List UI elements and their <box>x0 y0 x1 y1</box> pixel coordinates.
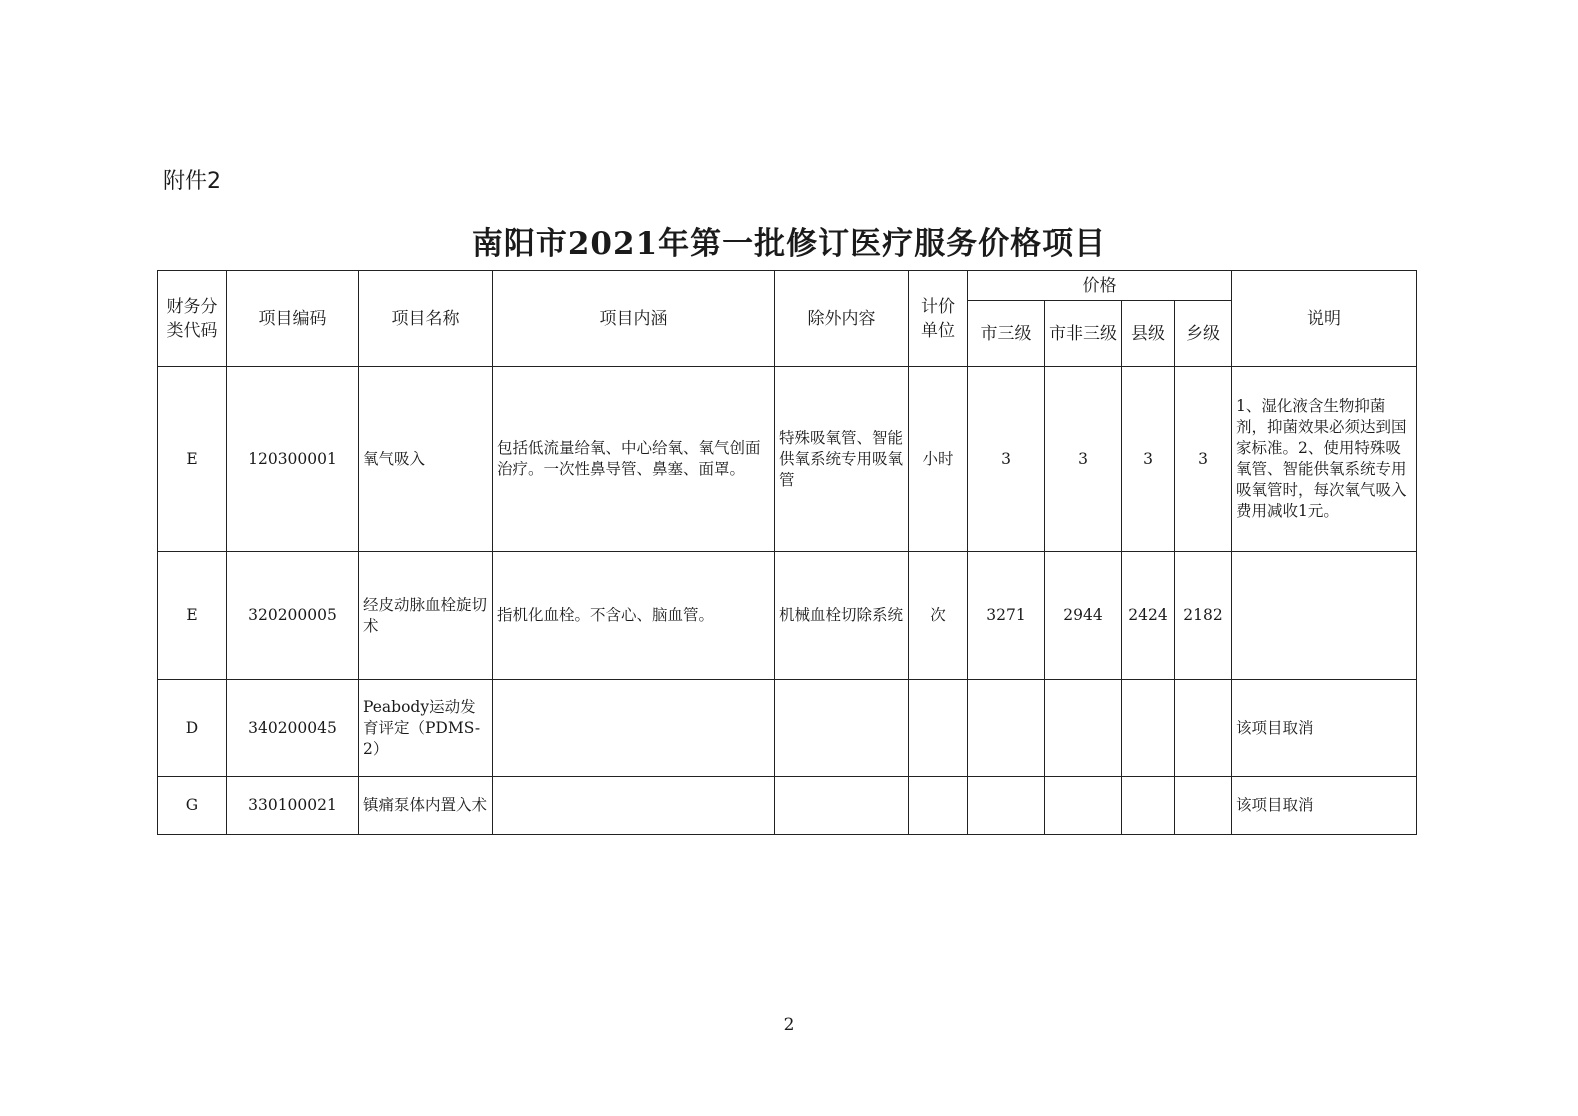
cell-county <box>1122 680 1175 777</box>
header-row <box>158 271 1417 301</box>
header-city-nontier3: 市非三级 <box>1045 301 1122 367</box>
document-title: 南阳市2021年第一批修订医疗服务价格项目 <box>471 226 1107 262</box>
header-item-name: 项目名称 <box>359 271 493 367</box>
cell-city-tier3: 3271 <box>968 552 1045 680</box>
cell-city-nontier3: 3 <box>1045 367 1122 552</box>
cell-city-nontier3: 2944 <box>1045 552 1122 680</box>
cell-item-code: 330100021 <box>227 777 359 835</box>
cell-finance-code: D <box>158 680 227 777</box>
cell-unit <box>909 777 968 835</box>
cell-excluded <box>775 680 909 777</box>
table-row <box>158 367 1417 552</box>
cell-note: 1、湿化液含生物抑菌剂，抑菌效果必须达到国家标准。2、使用特殊吸氧管、智能供氧系统专用吸氧管时，每次氧气吸入费用减收1元。 <box>1232 367 1417 552</box>
cell-township <box>1175 680 1232 777</box>
cell-city-nontier3 <box>1045 777 1122 835</box>
table-row <box>158 680 1417 777</box>
cell-unit: 次 <box>909 552 968 680</box>
cell-finance-code: E <box>158 367 227 552</box>
cell-unit <box>909 680 968 777</box>
price-table <box>157 270 1417 835</box>
cell-city-tier3 <box>968 777 1045 835</box>
cell-township <box>1175 777 1232 835</box>
cell-county: 2424 <box>1122 552 1175 680</box>
header-township: 乡级 <box>1175 301 1232 367</box>
header-county: 县级 <box>1122 301 1175 367</box>
cell-city-nontier3 <box>1045 680 1122 777</box>
cell-item-code: 340200045 <box>227 680 359 777</box>
cell-township: 2182 <box>1175 552 1232 680</box>
header-price: 价格 <box>968 271 1232 301</box>
cell-city-tier3 <box>968 680 1045 777</box>
header-finance-code: 财务分类代码 <box>158 271 227 367</box>
cell-connotation: 指机化血栓。不含心、脑血管。 <box>493 552 775 680</box>
cell-excluded <box>775 777 909 835</box>
cell-note <box>1232 552 1417 680</box>
header-item-code: 项目编码 <box>227 271 359 367</box>
cell-township: 3 <box>1175 367 1232 552</box>
cell-finance-code: G <box>158 777 227 835</box>
table-row <box>158 777 1417 835</box>
header-unit: 计价单位 <box>909 271 968 367</box>
cell-item-code: 120300001 <box>227 367 359 552</box>
attachment-label: 附件2 <box>163 169 221 194</box>
header-city-tier3: 市三级 <box>968 301 1045 367</box>
cell-excluded: 机械血栓切除系统 <box>775 552 909 680</box>
header-excluded: 除外内容 <box>775 271 909 367</box>
cell-county: 3 <box>1122 367 1175 552</box>
cell-connotation: 包括低流量给氧、中心给氧、氧气创面治疗。一次性鼻导管、鼻塞、面罩。 <box>493 367 775 552</box>
cell-excluded: 特殊吸氧管、智能供氧系统专用吸氧管 <box>775 367 909 552</box>
cell-city-tier3: 3 <box>968 367 1045 552</box>
cell-note: 该项目取消 <box>1232 777 1417 835</box>
cell-connotation <box>493 777 775 835</box>
cell-note: 该项目取消 <box>1232 680 1417 777</box>
cell-item-code: 320200005 <box>227 552 359 680</box>
header-note: 说明 <box>1232 271 1417 367</box>
table-row <box>158 552 1417 680</box>
cell-item-name: 氧气吸入 <box>359 367 493 552</box>
cell-connotation <box>493 680 775 777</box>
cell-item-name: Peabody运动发育评定（PDMS-2） <box>359 680 493 777</box>
cell-item-name: 镇痛泵体内置入术 <box>359 777 493 835</box>
header-connotation: 项目内涵 <box>493 271 775 367</box>
page-number: 2 <box>783 1015 795 1035</box>
cell-unit: 小时 <box>909 367 968 552</box>
cell-finance-code: E <box>158 552 227 680</box>
cell-item-name: 经皮动脉血栓旋切术 <box>359 552 493 680</box>
cell-county <box>1122 777 1175 835</box>
